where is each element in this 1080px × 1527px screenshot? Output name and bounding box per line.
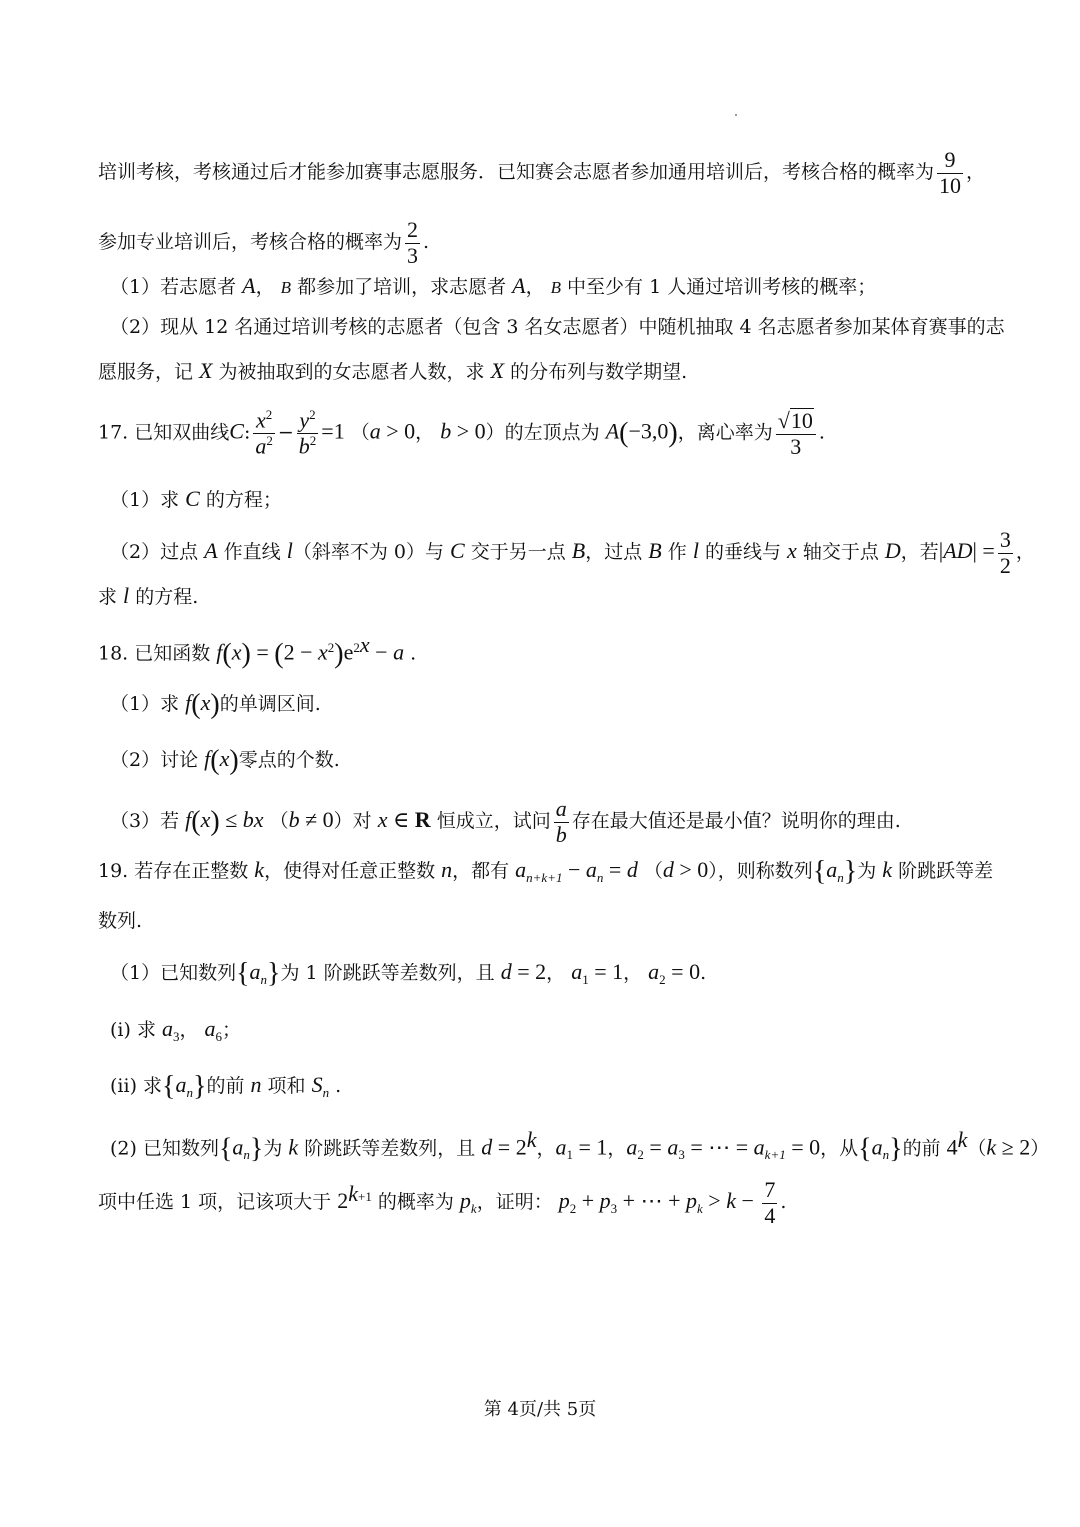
frac-num: 2 — [407, 217, 419, 242]
frac-7-4: $\frac{7}{4}$ — [764, 1177, 776, 1228]
frac-sqrt10-3: $\frac{√10}{3}$ — [776, 408, 816, 459]
frac-x2-a2: $\frac{x^2}{a^2}$ — [255, 407, 273, 459]
p16-q2-line2: 愿服务，记 X 为被抽取到的女志愿者人数，求 X 的分布列与数学期望. — [98, 358, 688, 383]
frac-y2-b2: $\frac{y^2}{b^2}$ — [298, 407, 317, 459]
p17-q2-line2: 求 l 的方程. — [98, 583, 199, 608]
frac-3-2: $\frac{3}{2}$ — [999, 527, 1011, 578]
p18-stem: 18. 已知函数 $f(x) = (2 - x^2)e^{2x} - a$ . — [98, 632, 417, 670]
p19-q2-line1: (2) 已知数列$\{a_n\}$为 k 阶跳跃等差数列，且 $d = 2^k$，$a_1 = 1$，$a_2 = a_3$ = ⋯ = $a_{k+1} = 0$，从$\{a_n\}$的前 $4^k(k \ge 2)$ — [110, 1127, 1050, 1165]
p18-q1: （1）求 f(x)的单调区间. — [110, 689, 321, 720]
p18-q2: （2）讨论 f(x)零点的个数. — [110, 745, 340, 776]
p17-q1: （1）求 C 的方程； — [110, 486, 282, 511]
p19-stem-line1: 19. 若存在正整数 k，使得对任意正整数 n，都有 $a_{n+k+1} - a_n = d$ （d > 0），则称数列$\{a_n\}$为 k 阶跳跃等差 — [98, 856, 994, 887]
frac-num: 9 — [937, 148, 963, 174]
p16-line1-text: 培训考核，考核通过后才能参加赛事志愿服务．已知赛会志愿者参加通用培训后，考核合格的概率为 — [98, 161, 935, 184]
scan-dot — [735, 114, 737, 116]
p16-q1: （1）若志愿者 A， B 都参加了培训，求志愿者 A， B 中至少有 1 人通过培训考核的概率； — [110, 273, 877, 298]
p16-line1 — [98, 148, 985, 198]
p17-q2-line1: （2）过点 A 作直线 l（斜率不为 0）与 C 交于另一点 B，过点 B 作 l 的垂线与 x 轴交于点 D，若|AD| = $\frac{3}{2}$ ， — [110, 527, 1035, 578]
page-footer: 第 4页/共 5页 — [483, 1399, 597, 1420]
p16-frac-9-10 — [937, 148, 963, 198]
p18-q3: （3）若 f(x) ≤ bx （b ≠ 0）对 x ∈ R 恒成立，试问 $\frac{a}{b}$ 存在最大值还是最小值？说明你的理由. — [110, 796, 901, 847]
p19-q1-ii: (ii) 求$\{a_n\}$的前 n 项和 $S_n$ . — [110, 1071, 342, 1102]
p16-line1-end: ， — [966, 161, 986, 184]
p16-line2-end: . — [423, 231, 430, 254]
p16-q2-line1: （2）现从 12 名通过培训考核的志愿者（包含 3 名女志愿者）中随机抽取 4 名志愿者参加某体育赛事的志 — [110, 316, 1005, 338]
frac-den: 3 — [407, 242, 419, 268]
p16-frac-2-3 — [405, 218, 420, 268]
p16-line2-text: 参加专业培训后，考核合格的概率为 — [98, 231, 403, 254]
p16-line2 — [98, 218, 429, 268]
p19-stem-line2: 数列. — [98, 910, 143, 932]
frac-den: 10 — [939, 172, 962, 198]
p19-q2-line2: 项中任选 1 项，记该项大于 $2^{k+1}$ 的概率为 $p_k$，证明： $p_2 + p_3$ + ⋯ + $p_k > k$ − $\frac{7}{4}$ . — [98, 1177, 787, 1228]
p19-q1: （1）已知数列$\{a_n\}$为 1 阶跳跃等差数列，且 d = 2， $a_1 = 1$， $a_2 = 0$. — [110, 958, 707, 989]
frac-a-b: $\frac{a}{b}$ — [555, 796, 567, 847]
p17-stem: 17. 已知双曲线C: $\frac{x^2}{a^2}$ − $\frac{y^2}{b^2}$ =1 （a > 0， b > 0）的左顶点为 A(−3,0)，离心率为 $\frac{√10}{3}$ . — [98, 407, 825, 459]
p19-q1-i: (i) 求 $a_3$， $a_6$； — [110, 1016, 242, 1044]
